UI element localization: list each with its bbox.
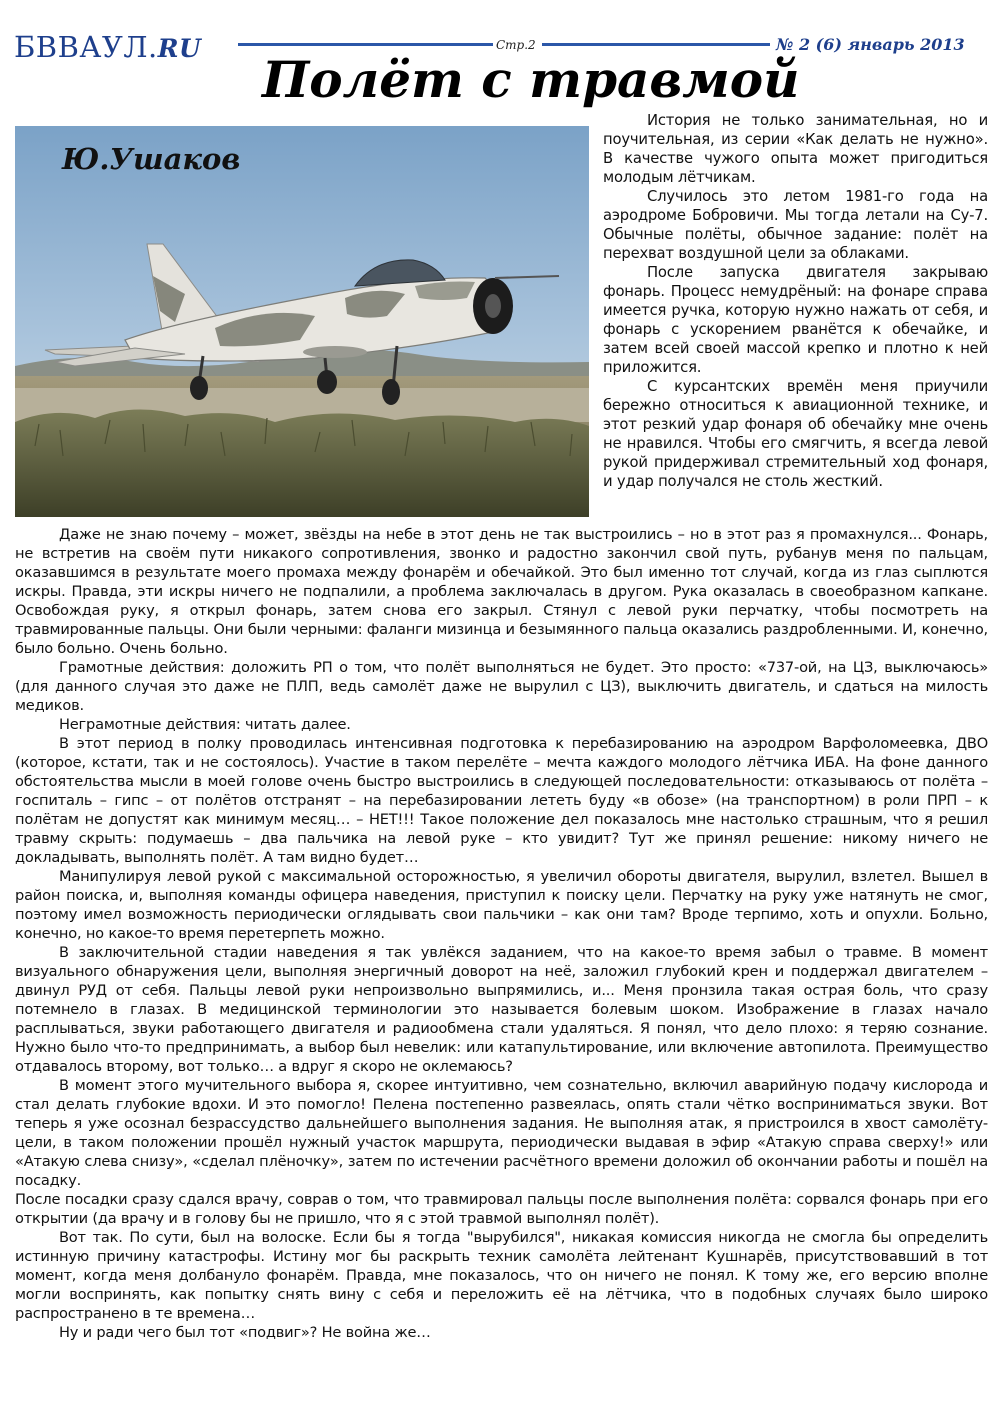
body-paragraph-3: Неграмотные действия: читать далее. bbox=[59, 716, 351, 733]
side-paragraph-3: После запуска двигателя закрываю фонарь. Процесс немудрёный: на фонаре справа имеется ручка, которую нужно нажать от себя, и фонарь с ускорением рванётся к обечайке, и затем всей своей массой крепко и плотно к ней приложится. bbox=[603, 264, 988, 376]
body-paragraph-9: Вот так. По сути, был на волоске. Если бы я тогда "вырубился", никакая комиссия никогда не смогла бы определить истинную причину катастрофы. Истину мог бы раскрыть техник самолёта лейтенант Кушнарёв, присутствовавший в тот момент, когда меня долбануло фонарём. Правда, мне показалось, что он ничего не понял. К тому же, его версию вполне могли воспринять, как попытку снять вину с себя и переложить её на лётчика, что в подобных случаях было широко распространено в те времена… bbox=[15, 1229, 988, 1322]
body-paragraph-2: Грамотные действия: доложить РП о том, что полёт выполняться не будет. Это просто: «737-ой, на ЦЗ, выключаюсь» (для данного случая это даже не ПЛП, ведь самолёт даже не вырулил с ЦЗ), выключить двигатель, и сдаться на милость медиков. bbox=[15, 659, 988, 714]
body-paragraph-4: В этот период в полку проводилась интенсивная подготовка к перебазированию на аэродром Варфоломеевка, ДВО (которое, кстати, так и не состоялось). Участие в таком перелёте – мечта каждого молодого лётчика ИБА. На фоне данного обстоятельства мысли в моей голове очень быстро выстроились в следующей последовательности: отказываюсь от полёта – госпиталь – гипс – от полётов отстранят – на перебазировании лететь буду «в обозе» (на транспортном) в роли ПРП – к полётам не допустят как минимум месяц… – НЕТ!!! Такое положение дел показалось мне настолько страшным, что я решил травму скрыть: подумаешь – два пальчика на левой руке – кто увидит? Тут же принял решение: никому ничего не докладывать, выполнять полёт. А там видно будет… bbox=[15, 735, 988, 866]
site-logo bbox=[14, 30, 201, 64]
author-name: Ю.Ушаков bbox=[62, 142, 241, 176]
side-paragraph-1: История не только занимательная, но и поучительная, из серии «Как делать не нужно». В качестве чужого опыта может пригодиться молодым лётчикам. bbox=[603, 112, 988, 186]
body-paragraph-1: Даже не знаю почему – может, звёзды на небе в этот день не так выстроились – но в этот раз я промахнулся... Фонарь, не встретив на своём пути никакого сопротивления, звонко и радостно закончил свой путь, рубанув меня по пальцам, оказавшимся в результате моего промаха между фонарём и обечайкой. Это был именно тот случай, когда из глаз сыплются искры. Правда, эти искры ничего не подпалили, а проблема заключалась в другом. Рука оказалась в своеобразном капкане. Освобождая руку, я открыл фонарь, затем снова его закрыл. Стянул с левой руки перчатку, чтобы посмотреть на травмированные пальцы. Они были черными: фаланги мизинца и безымянного пальца оказались раздробленными. И, конечно, было больно. Очень больно. bbox=[15, 526, 988, 657]
body-paragraph-5: Манипулируя левой рукой с максимальной осторожностью, я увеличил обороты двигателя, вырулил, взлетел. Вышел в район поиска, и, выполняя команды офицера наведения, приступил к поиску цели. Перчатку на руку уже натянуть не смог, поэтому имел возможность периодически оглядывать свои пальчики – как они там? Вроде терпимо, хоть и опухли. Больно, конечно, но какое-то время перетерпеть можно. bbox=[15, 868, 988, 942]
aircraft-photo bbox=[15, 126, 589, 517]
body-paragraph-8: После посадки сразу сдался врачу, соврав о том, что травмировал пальцы после выполнения полёта: сорвался фонарь при его открытии (да врачу и в голову бы не пришло, что я с этой травмой выполнял полёт). bbox=[15, 1191, 988, 1227]
side-paragraph-4: С курсантских времён меня приучили бережно относиться к авиационной технике, и этот резкий удар фонаря об обечайку мне очень не нравился. Чтобы его смягчить, я всегда левой рукой придерживал стремительный ход фонаря, и удар получался не столь жесткий. bbox=[603, 378, 988, 490]
main-column bbox=[15, 525, 988, 1342]
body-paragraph-7: В момент этого мучительного выбора я, скорее интуитивно, чем сознательно, включил аварийную подачу кислорода и стал делать глубокие вдохи. И это помогло! Пелена постепенно развеялась, опять стали чётко восприниматься звуки. Вот теперь я уже осознал безрассудство дальнейшего выполнения задания. Не выполняя атак, я пристроился в хвост самолёту-цели, в таком положении прошёл нужный участок маршрута, периодически выдавая в эфир «Атакую справа сверху!» или «Атакую слева снизу», «сделал плёночку», затем по истечении расчётного времени доложил об окончании работы и пошёл на посадку. bbox=[15, 1077, 988, 1189]
side-column bbox=[603, 111, 988, 491]
body-paragraph-6: В заключительной стадии наведения я так увлёкся заданием, что на какое-то время забыл о травме. В момент визуального обнаружения цели, выполняя энергичный доворот на неё, заложил глубокий крен и поддержал двигателем – двинул РУД от себя. Пальцы левой руки непроизвольно выпрямились, и... Меня пронзила такая острая боль, что сразу потемнело в глазах. В медицинской терминологии это называется болевым шоком. Изображение в глазах начало расплываться, звуки работающего двигателя и радиообмена стали удаляться. Я понял, что дело плохо: я теряю сознание. Нужно было что-то предпринимать, а выбор был невелик: или катапультирование, или включение автопилота. Преимущество отдавалось второму, вот только… а вдруг я скоро не оклемаюсь? bbox=[15, 944, 988, 1075]
page-number: Стр.2 bbox=[496, 38, 536, 52]
header-rule-left bbox=[238, 43, 493, 46]
issue-label: № 2 (6) январь 2013 bbox=[776, 35, 965, 54]
article-title: Полёт с травмой bbox=[262, 50, 800, 109]
header-rule-right bbox=[542, 43, 770, 46]
brand-main: БВВАУЛ. bbox=[14, 30, 158, 64]
body-paragraph-10: Ну и ради чего был тот «подвиг»? Не война же… bbox=[59, 1324, 431, 1341]
side-paragraph-2: Случилось это летом 1981-го года на аэродроме Бобровичи. Мы тогда летали на Су-7. Обычные полёты, обычное задание: полёт на перехват воздушной цели за облаками. bbox=[603, 188, 988, 262]
brand-suffix: RU bbox=[157, 34, 202, 63]
